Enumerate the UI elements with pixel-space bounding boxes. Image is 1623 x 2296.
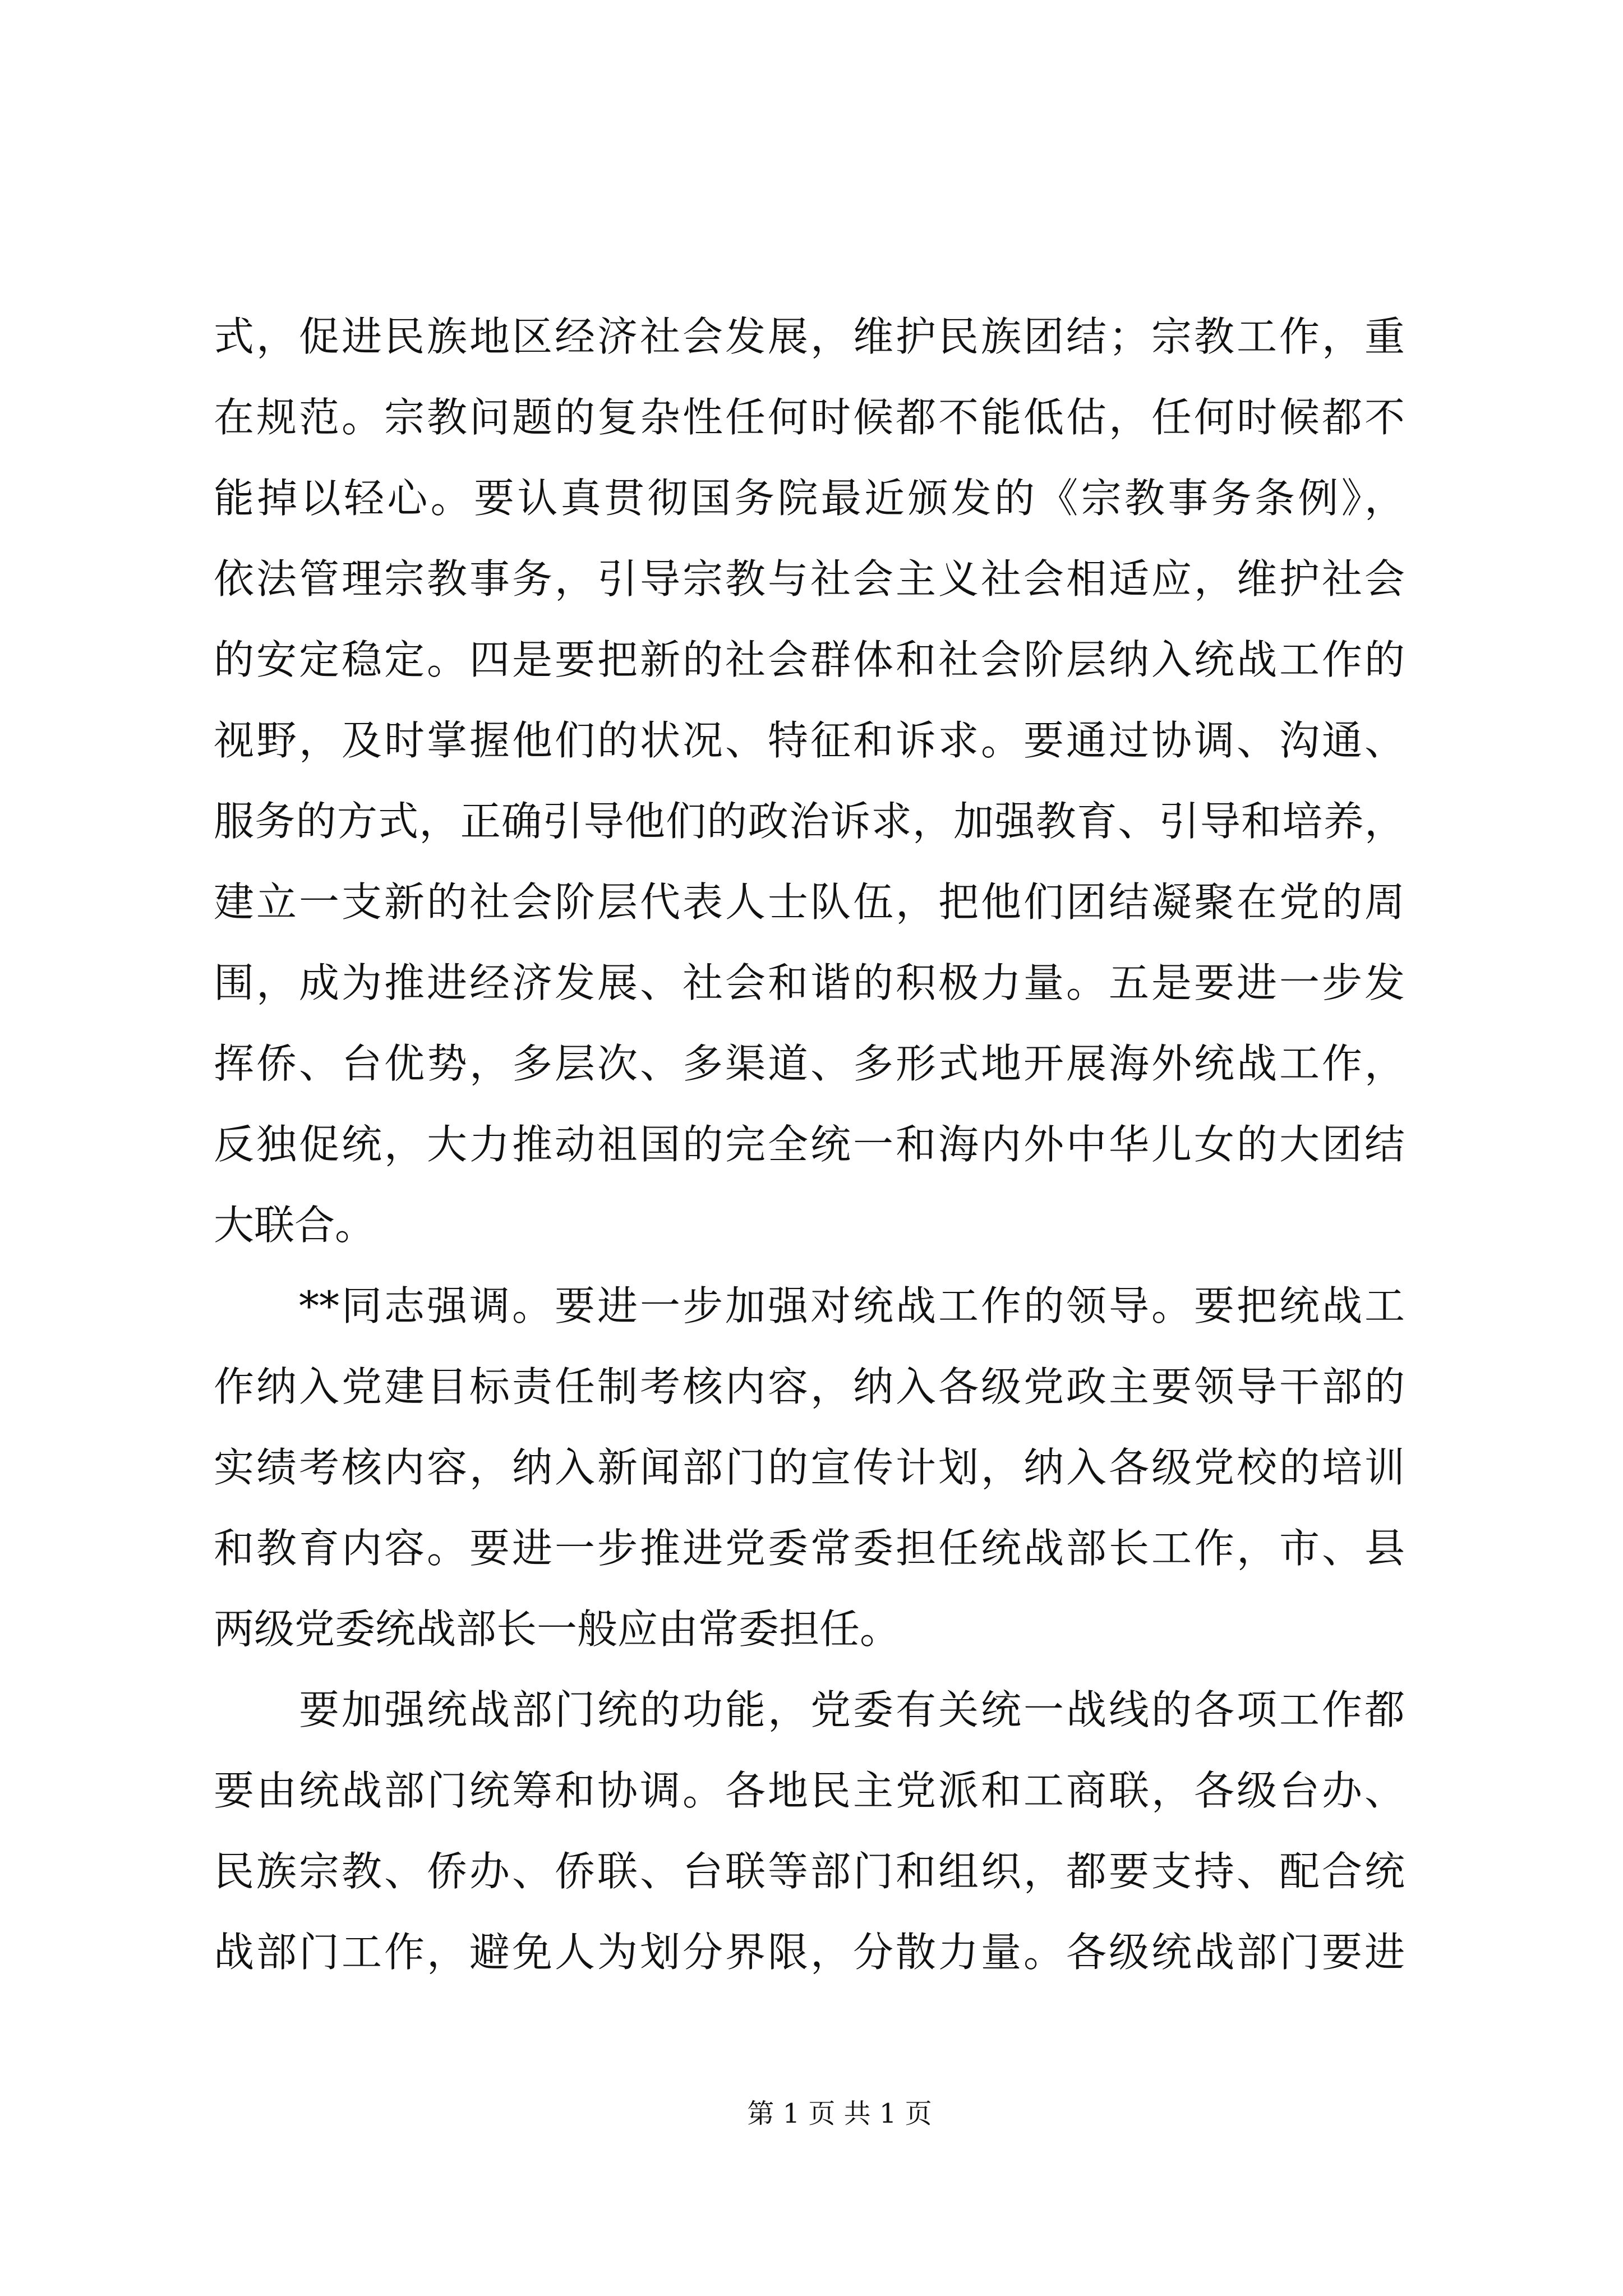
- text-line: 作纳入党建目标责任制考核内容，纳入各级党政主要领导干部的: [214, 1363, 1405, 1410]
- text-line: 大联合。: [214, 1202, 376, 1249]
- text-line: 视野，及时掌握他们的状况、特征和诉求。要通过协调、沟通、: [214, 717, 1405, 764]
- paragraph: [214, 1669, 1405, 1993]
- text-line: 依法管理宗教事务，引导宗教与社会主义社会相适应，维护社会: [214, 555, 1405, 602]
- text-line: 战部门工作，避免人为划分界限，分散力量。各级统战部门要进: [214, 1929, 1405, 1976]
- text-line: 在规范。宗教问题的复杂性任何时候都不能低估，任何时候都不: [214, 394, 1405, 441]
- text-line: 能掉以轻心。要认真贯彻国务院最近颁发的《宗教事务条例》，: [214, 475, 1405, 522]
- page-footer: 第 1 页 共 1 页: [747, 2098, 932, 2129]
- text-line: 服务的方式，正确引导他们的政治诉求，加强教育、引导和培养，: [214, 798, 1405, 845]
- text-line: 式，促进民族地区经济社会发展，维护民族团结；宗教工作，重: [214, 313, 1405, 360]
- text-line: **同志强调。要进一步加强对统战工作的领导。要把统战工: [299, 1282, 1405, 1329]
- text-line: 的安定稳定。四是要把新的社会群体和社会阶层纳入统战工作的: [214, 636, 1405, 683]
- text-line: 和教育内容。要进一步推进党委常委担任统战部长工作，市、县: [214, 1525, 1405, 1572]
- text-line: 围，成为推进经济发展、社会和谐的积极力量。五是要进一步发: [214, 959, 1405, 1006]
- paragraph: [214, 296, 1405, 1266]
- text-line: 建立一支新的社会阶层代表人士队伍，把他们团结凝聚在党的周: [214, 878, 1405, 926]
- text-line: 要加强统战部门统的功能，党委有关统一战线的各项工作都: [299, 1686, 1405, 1733]
- text-line: 民族宗教、侨办、侨联、台联等部门和组织，都要支持、配合统: [214, 1848, 1405, 1895]
- text-line: 挥侨、台优势，多层次、多渠道、多形式地开展海外统战工作，: [214, 1040, 1405, 1087]
- text-line: 要由统战部门统筹和协调。各地民主党派和工商联，各级台办、: [214, 1767, 1405, 1814]
- text-line: 两级党委统战部长一般应由常委担任。: [214, 1605, 901, 1653]
- text-line: 反独促统，大力推动祖国的完全统一和海内外中华儿女的大团结: [214, 1121, 1405, 1168]
- paragraph: [214, 1266, 1405, 1669]
- text-line: 实绩考核内容，纳入新闻部门的宣传计划，纳入各级党校的培训: [214, 1444, 1405, 1491]
- body-text: [214, 296, 1405, 1993]
